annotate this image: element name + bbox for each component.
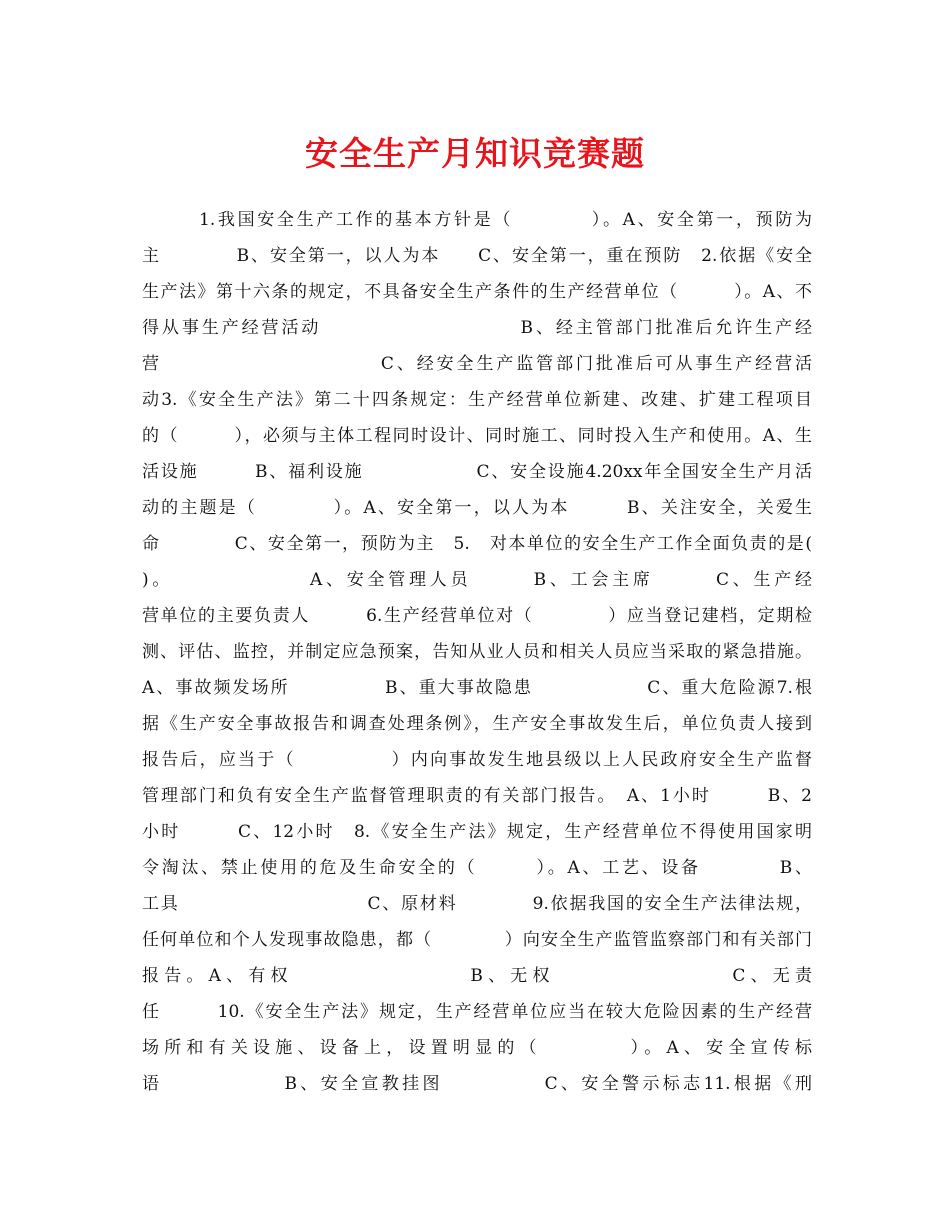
text-line: 报告后，应当于（ ）内向事故发生地县级以上人民政府安全生产监督 — [142, 750, 812, 770]
document-title: 安全生产月知识竞赛题 — [305, 134, 645, 173]
text-line: 动的主题是（ ）。A、安全第一，以人为本 B、关注安全，关爱生 — [142, 498, 812, 518]
text-line: 语 B、安全宣教挂图 C、安全警示标志11.根据《刑 — [142, 1074, 812, 1094]
text-line: 工具 C、原材料 9.依据我国的安全生产法律法规， — [142, 894, 812, 914]
text-line: 营 C、经安全生产监管部门批准后可从事生产经营活 — [142, 354, 812, 374]
text-line: 据《生产安全事故报告和调查处理条例》，生产安全事故发生后，单位负责人接到 — [142, 714, 812, 734]
text-line: 活设施 B、福利设施 C、安全设施4.20xx年全国安全生产月活 — [142, 462, 812, 482]
text-line: 测、评估、监控，并制定应急预案，告知从业人员和相关人员应当采取的紧急措施。 — [142, 642, 812, 662]
text-line: A、事故频发场所 B、重大事故隐患 C、重大危险源7.根 — [142, 678, 812, 698]
text-line: 任何单位和个人发现事故隐患，都（ ）向安全生产监管监察部门和有关部门 — [142, 930, 812, 950]
text-line: 1.我国安全生产工作的基本方针是（ ）。A、安全第一，预防为 — [199, 210, 812, 230]
text-line: 动3.《安全生产法》第二十四条规定：生产经营单位新建、改建、扩建工程项目 — [142, 390, 812, 410]
text-line: )。 A、安全管理人员 B、工会主席 C、生产经 — [142, 570, 812, 590]
text-line: 场所和有关设施、设备上，设置明显的（ ）。A、安全宣传标 — [142, 1038, 812, 1058]
text-line: 令淘汰、禁止使用的危及生命安全的（ ）。A、工艺、设备 B、 — [142, 858, 812, 878]
text-line: 生产法》第十六条的规定，不具备安全生产条件的生产经营单位（ ）。A、不 — [142, 282, 812, 302]
text-line: 报告。A、有权 B、无权 C、无责 — [142, 966, 812, 986]
text-line: 营单位的主要负责人 6.生产经营单位对（ ）应当登记建档，定期检 — [142, 606, 812, 626]
text-line: 命 C、安全第一，预防为主 5. 对本单位的安全生产工作全面负责的是( — [142, 534, 812, 554]
text-line: 任 10.《安全生产法》规定，生产经营单位应当在较大危险因素的生产经营 — [142, 1002, 812, 1022]
text-line: 小时 C、12小时 8.《安全生产法》规定，生产经营单位不得使用国家明 — [142, 822, 812, 842]
text-line: 得从事生产经营活动 B、经主管部门批准后允许生产经 — [142, 318, 812, 338]
text-line: 的（ ），必须与主体工程同时设计、同时施工、同时投入生产和使用。A、生 — [142, 426, 812, 446]
document-body — [142, 202, 812, 1102]
text-line: 主 B、安全第一，以人为本 C、安全第一，重在预防 2.依据《安全 — [142, 246, 812, 266]
text-line: 管理部门和负有安全生产监督管理职责的有关部门报告。 A、1小时 B、2 — [142, 786, 812, 806]
